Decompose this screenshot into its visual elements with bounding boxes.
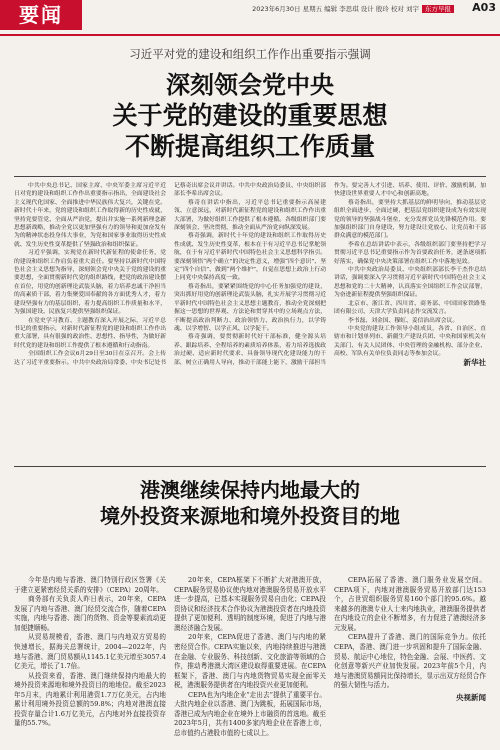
edition-tag: 东方早报 <box>422 5 454 13</box>
paragraph: 蔡奇强调，新时代十年党的建设和组织工作取得历史性成就、发生历史性变革，根本在于有习近平总书记掌舵领航，在于有习近平新时代中国特色社会主义思想科学指引。要深刻领悟“两个确立”的决定性意义，增强“四个意识”、坚定“四个自信”、做到“两个维护”，自觉在思想上政治上行动上同党中央保持高度一致。 <box>174 233 326 282</box>
page-number: A03 <box>472 1 496 14</box>
story1-headline-line: 不断提高组织工作质量 <box>124 132 375 161</box>
story2-headline-line: 港澳继续保持内地最大的 <box>140 478 360 502</box>
paragraph: 商务部有关负责人昨日表示，20年来，CEPA发展了内地与香港、澳门经贸交流合作，随着CEPA实施，内地与香港、澳门的货物、资金等要素流动更加便捷顺畅。 <box>14 595 166 632</box>
story1-byline: 新华社 <box>463 357 486 367</box>
paragraph: 蔡奇指出，要紧紧围绕党的中心任务加强党的建设，突出抓好用党的创新理论武装头脑，扎实开展学习贯彻习近平新时代中国特色社会主义思想主题教育，推动全党深刻把握这一思想的世界观、方法论和贯穿其中的立场观点方法，不断提高政治判断力、政治领悟力、政治执行力，以学铸魂、以学增智、以学正风、以学促干。 <box>174 283 326 332</box>
paragraph: CEPA提升了香港、澳门的国际竞争力。依托CEPA，香港、澳门进一步巩固和提升了国际金融、贸易、航运中心地位，特色金融、会展、中医药、文化创意等新兴产业加快发展。2023年前5个月，内地与港澳贸易额同比保持增长，显示出双方经贸合作的强大韧性与活力。 <box>334 633 486 690</box>
paragraph: 蔡奇指出，要坚持大抓基层的鲜明导向，推动基层党组织全面进步、全面过硬，把基层党组织建设成为有效实现党的领导的坚强战斗堡垒，充分发挥党员先锋模范作用。要加强组织部门自身建设，努力建设让党放心、让党员和干部群众满意的模范部门。 <box>334 199 486 240</box>
story1-headline <box>0 70 500 162</box>
story1-body <box>14 182 486 378</box>
story2-headline-line: 境外投资来源地和境外投资目的地 <box>100 504 400 528</box>
masthead <box>0 0 500 36</box>
paragraph: 全国组织工作会议6月29日至30日在京召开。会上传达了习近平重要指示。中共中央政治局常委、中央书记处书记蔡奇出席会议并讲话。中共中央政治局委员、中央组织部部长李希出席会议。 <box>14 183 326 366</box>
paragraph: 在党史学习教育、主题教育深入开展之际，习近平总书记的重要指示，对新时代新征程党的建设和组织工作作出重大部署，具有很强的政治性、思想性、指导性，为做好新时代党的建设和组织工作提供了根本遵循和行动指南。 <box>14 317 166 349</box>
story1-kicker: 习近平对党的建设和组织工作作出重要指示强调 <box>129 47 371 61</box>
section-label: 要闻 <box>0 0 82 30</box>
paragraph: 中央党的建设工作领导小组成员，各省、自治区、直辖市和计划单列市、新疆生产建设兵团、中央和国家机关有关部门、有关人民团体、中央管理的金融机构、部分企业、高校、军队有关单位负责同志等参加会议。 <box>334 325 486 358</box>
story2-byline: 央视新闻 <box>456 692 486 702</box>
story2-headline <box>0 477 500 529</box>
story1-headline-line: 关于党的建设的重要思想 <box>112 101 388 130</box>
paragraph: 今年是内地与香港、澳门特别行政区签署《关于建立更紧密经贸关系的安排》（CEPA）20周年。 <box>14 576 166 594</box>
story2-body <box>14 576 486 742</box>
paragraph: 蔡奇在讲话中指出，习近平总书记重要指示高屋建瓴、立意深远，对新时代新征程党的建设和组织工作作出重大部署，为做好组织工作提供了根本遵循。各级组织部门要深刻领会、坚决贯彻，推动全面从严治党向纵深发展。 <box>174 199 326 232</box>
paragraph: 蔡奇强调，要贯彻新时代好干部标准，健全源头培养、跟踪培养、全程培养的素质培养体系，着力培养选拔政治过硬、适应新时代要求、具备领导现代化建设能力的干部，树立正确用人导向，推动干部能上能下，激励干部担当作为。要完善人才引进、培养、使用、评价、激励机制，加快建设世界重要人才中心和创新高地。 <box>174 183 486 366</box>
paragraph: CEPA也为内地企业“走出去”提供了重要平台。大批内地企业以香港、澳门为跳板，拓展国际市场，香港已成为内地企业在境外上市融资的首选地。截至2023年5月，共有1400多家内地企业在香港上市，总市值约占港股市值的七成以上。 <box>174 690 326 737</box>
paragraph: 20年来，CEPA促进了香港、澳门与内地的紧密经贸合作。CEPA实施以来，内地持续推进与港澳在金融、专业服务、科技创新、文化旅游等领域的合作，推动粤港澳大湾区建设取得重要进展。在CEPA框架下，香港、澳门与内地货物贸易实现全面零关税，港澳服务提供者在内地投资兴业更加便利。 <box>174 633 326 690</box>
paragraph: 李书磊、刘金国、穆虹、姜信治出席会议。 <box>348 317 459 324</box>
dateline <box>252 3 454 15</box>
divider <box>14 176 486 177</box>
paragraph: 李希在总结讲话中表示，各级组织部门要坚持把学习贯彻习近平总书记重要指示作为首要政治任务，逐条逐项抓好落实，确保党中央决策部署在组织工作中落地见效。 <box>334 241 486 265</box>
dateline-text: 2023年6月30日 星期五 编辑 李思琪 设计 殷玲 校对 刘宇 <box>252 5 419 13</box>
divider <box>14 466 486 467</box>
paragraph: 20年来，CEPA框架下不断扩大对港澳开放，CEPA服务贸易协议使内地对港澳服务贸易开放水平进一步提高，已基本实现服务贸易自由化；CEPA投资协议和经济技术合作协议为港澳投资者在内地投资提供了更加便利、透明的制度环境，促进了内地与港澳经济融合发展。 <box>174 576 326 632</box>
paragraph: 习近平强调，实现党在新时代新征程的使命任务，党的建设和组织工作肩负着重大责任。要坚持以新时代中国特色社会主义思想为指导，深刻领会党中央关于党的建设的重要思想，全面贯彻新时代党的组织路线，把党的政治建设摆在首位，用党的创新理论武装头脑，着力培养忠诚干净担当的高素质干部，着力集聚爱国奉献的各方面优秀人才，着力建设坚强有力的基层组织，着力提高组织工作质量和水平，为强国建设、民族复兴提供坚强组织保证。 <box>14 250 166 316</box>
paragraph: 中共中央总书记、国家主席、中央军委主席习近平近日对党的建设和组织工作作出重要指示指出，全面建设社会主义现代化国家、全面推进中华民族伟大复兴，关键在党。新时代十年来，党的建设和组织工作取得新的历史性成就，坚持党要管党、全面从严治党，提出并实施一系列新理念新思想新战略，推动全党以更加坚强有力的领导和更加奋发有为的精神状态投身伟大事业，为党和国家事业取得历史性成就、发生历史性变革提供了坚强政治和组织保证。 <box>14 183 166 248</box>
paragraph: 北京市、浙江省、四川省、商务部、中国国家铁路集团有限公司、天津大学负责同志作交流发言。 <box>334 300 486 316</box>
paragraph: 从投资来看，香港、澳门继续保持内地最大的境外投资来源地和境外投资目的地地位。截至2023年5月末，内地累计利用港资1.7万亿美元，占内地累计利用境外投资总额的59.8%；内地对港澳直接投资存量合计1.6万亿美元，占内地对外直接投资存量的55.7%。 <box>14 671 166 728</box>
paragraph: CEPA拓展了香港、澳门服务业发展空间。CEPA项下，内地对港澳服务贸易开放部门达153个，占世贸组织服务贸易160个部门的95.6%。越来越多的港澳专业人士来内地执业，港澳服务提供者在内地设立的企业不断增多，有力促进了港澳经济多元发展。 <box>334 576 486 632</box>
paragraph: 从贸易规模看，香港、澳门与内地双方贸易的快速增长，据海关总署统计，2004—2022年，内地与香港、澳门贸易额从1145.1亿美元增至3057.4亿美元，增长了1.7倍。 <box>14 633 166 671</box>
paragraph: 中共中央政治局委员、中央组织部部长李干杰作总结讲话，强调要深入学习贯彻习近平新时代中国特色社会主义思想和党的二十大精神，认真落实全国组织工作会议部署，为奋进新征程提供坚强组织保证。 <box>334 267 486 299</box>
story1-headline-line: 深刻领会党中央 <box>166 71 334 99</box>
